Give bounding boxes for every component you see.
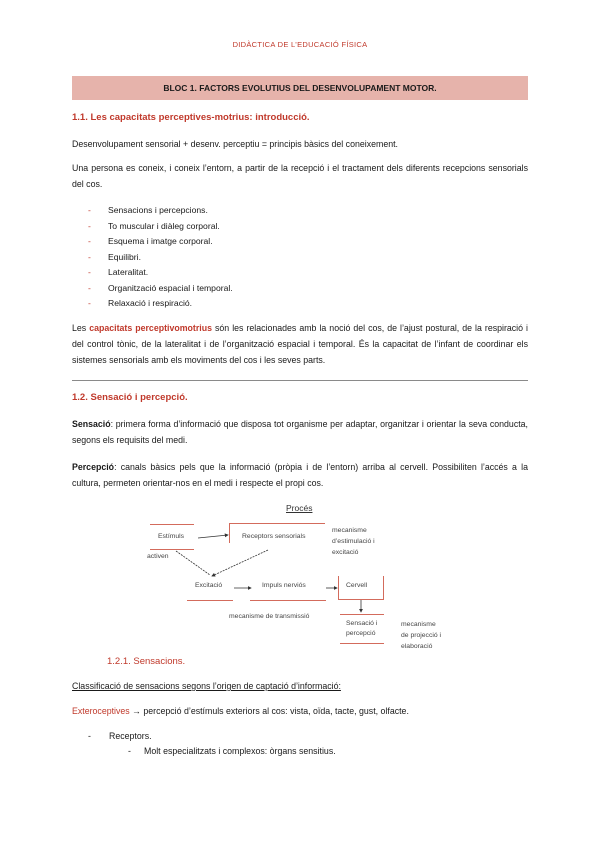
node-estimuls: Estímuls	[158, 533, 185, 540]
section-1-2-title: 1.2. Sensació i percepció.	[72, 392, 188, 403]
list-item: - Relaxació i respiració.	[88, 296, 233, 312]
list-item: - Lateralitat.	[88, 265, 233, 281]
exteroceptives-line: Exteroceptives → percepció d’estímuls exteriors al cos: vista, oïda, tacte, gust, olfacte.	[72, 706, 409, 716]
node-impuls-nervios: Impuls nerviós	[262, 582, 306, 589]
diagram-title: Procés	[286, 503, 313, 513]
classificacio-heading: Classificació de sensacions segons l’origen de captació d’informació:	[72, 681, 341, 691]
bullet-dash-icon: -	[88, 251, 91, 262]
node-sensacio-percepcio: Sensació i percepció	[346, 620, 378, 637]
paragraph-persona: Una persona es coneix, i coneix l’entorn, a partir de la recepció i el tractament dels diferents recepcions sensorials del cos.	[72, 163, 528, 189]
list-item: - Equilibri.	[88, 250, 233, 266]
paragraph-sensacio: Sensació: primera forma d’informació que disposa tot organisme per adaptar, organitzar i orientar la seva conducta, segons els requisits del medi.	[72, 419, 528, 445]
receptors-sub-item: - Molt especialitzats i complexos: òrgans sensitius.	[128, 746, 336, 756]
bullet-dash-icon: -	[88, 267, 91, 277]
node-cervell: Cervell	[346, 582, 368, 589]
list-item: - Organització espacial i temporal.	[88, 281, 233, 297]
bullet-dash-icon: -	[88, 236, 91, 246]
label-mecanisme-projeccio: mecanisme de projecció i elaboració	[401, 621, 442, 650]
list-item: - To muscular i diàleg corporal.	[88, 219, 233, 235]
node-receptors-sensorials: Receptors sensorials	[242, 533, 306, 540]
bullet-dash-icon: -	[88, 220, 91, 231]
section-1-1-title: 1.1. Les capacitats perceptives-motrius: introducció.	[72, 112, 310, 123]
capacitats-highlight: capacitats perceptivomotrius	[89, 323, 212, 333]
label-activen: activen	[147, 553, 169, 560]
label-mecanisme-transmissio: mecanisme de transmissió	[229, 613, 310, 620]
bullet-dash-icon: -	[88, 282, 91, 293]
bullet-dash-icon: -	[88, 298, 91, 308]
exteroceptives-term: Exteroceptives	[72, 706, 130, 716]
paragraph-desenvolupament: Desenvolupament sensorial + desenv. perceptiu = principis bàsics del coneixement.	[72, 139, 398, 149]
page-header: DIDÀCTICA DE L’EDUCACIÓ FÍSICA	[232, 40, 368, 49]
node-excitacio: Excitació	[195, 582, 223, 589]
paragraph-capacitats: Les capacitats perceptivomotrius són les relacionades amb la noció del cos, de l’ajust postural, de la respiració i del control tònic, de la lateralitat i de l’organització espacial i temporal. És la capacitat de l’infant de coordinar els sistemes sensorials amb els moviments del cos i les seves parts.	[72, 323, 528, 365]
list-item: - Esquema i imatge corporal.	[88, 234, 233, 250]
arrow-right-icon: →	[129, 706, 144, 716]
sensacio-term: Sensació	[72, 419, 111, 429]
percepcio-term: Percepció	[72, 462, 115, 472]
section-1-2-1-title: 1.2.1. Sensacions.	[107, 656, 186, 667]
bullet-dash-icon: -	[88, 731, 91, 741]
bloc-title: BLOC 1. FACTORS EVOLUTIUS DEL DESENVOLUPAMENT MOTOR.	[163, 83, 437, 93]
label-mecanisme-estimulacio: mecanisme d’estimulació i excitació	[332, 527, 375, 556]
receptors-item: - Receptors.	[88, 731, 152, 741]
bullet-dash-icon: -	[88, 205, 91, 215]
bullet-dash-icon: -	[128, 746, 131, 756]
paragraph-percepcio: Percepció: canals bàsics pels que la informació (pròpia i de l’entorn) arriba al cervell. Possibiliten l’accés a la cultura, permeten orientar-nos en el medi i respecte el propi cos.	[72, 462, 528, 488]
list-item: - Sensacions i percepcions.	[88, 203, 233, 219]
